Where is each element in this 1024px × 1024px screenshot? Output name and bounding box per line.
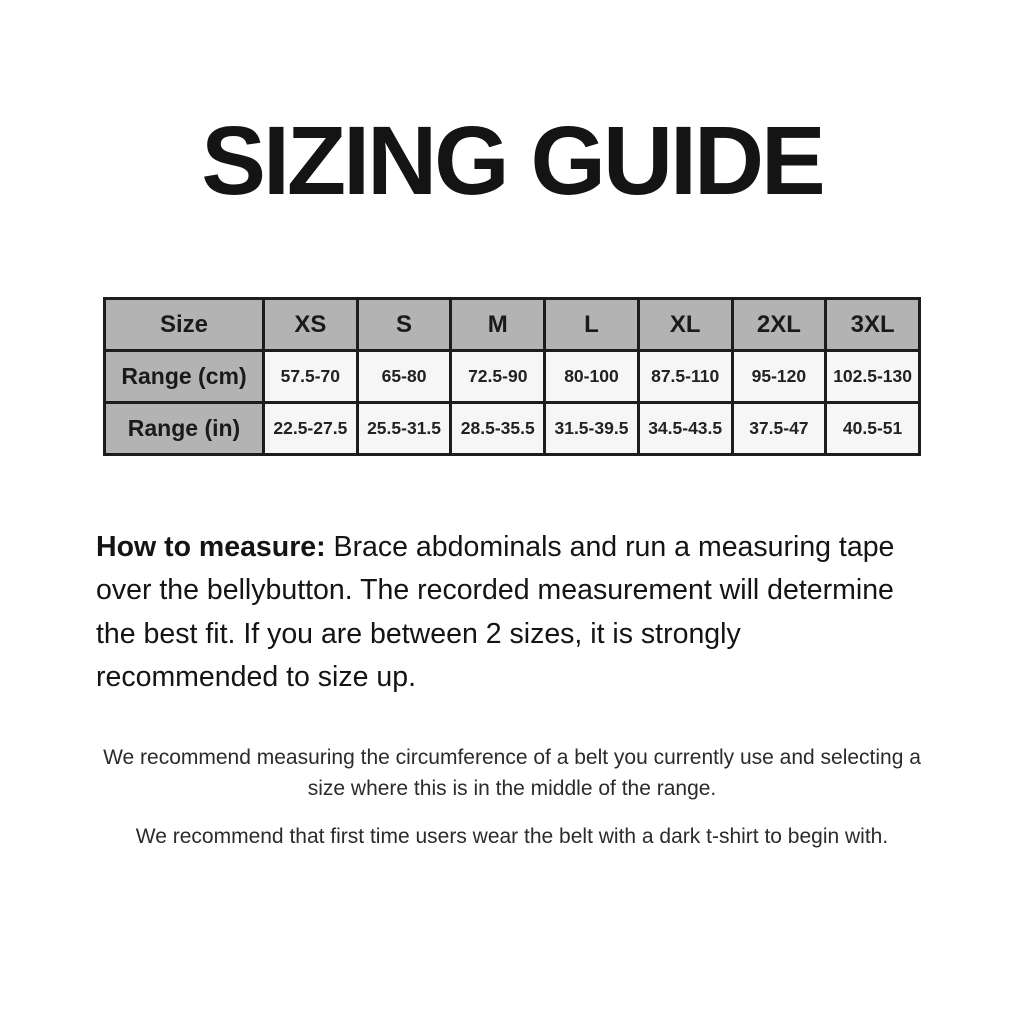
how-to-measure-label: How to measure: xyxy=(96,531,326,563)
header-cell-xl: XL xyxy=(638,299,732,351)
cell-in-xl: 34.5-43.5 xyxy=(638,403,732,455)
cell-cm-s: 65-80 xyxy=(357,351,451,403)
header-cell-l: L xyxy=(545,299,639,351)
table-row-range-in xyxy=(105,403,920,455)
header-cell-3xl: 3XL xyxy=(826,299,920,351)
cell-cm-3xl: 102.5-130 xyxy=(826,351,920,403)
cell-in-xs: 22.5-27.5 xyxy=(264,403,358,455)
note-belt-circumference: We recommend measuring the circumference of a belt you currently use and selecting a size where this is in the middle of the range. xyxy=(103,746,921,800)
header-cell-2xl: 2XL xyxy=(732,299,826,351)
header-cell-xs: XS xyxy=(264,299,358,351)
header-cell-m: M xyxy=(451,299,545,351)
cell-cm-xs: 57.5-70 xyxy=(264,351,358,403)
how-to-measure-text: Brace abdominals and run a measuring tape over the bellybutton. The recorded measurement will determine the best fit. If you are between 2 sizes, it is strongly recommended to size up. xyxy=(96,531,895,693)
table-row-range-cm xyxy=(105,351,920,403)
row-label-range-in: Range (in) xyxy=(105,403,264,455)
recommendation-notes xyxy=(92,743,932,852)
cell-in-s: 25.5-31.5 xyxy=(357,403,451,455)
cell-in-2xl: 37.5-47 xyxy=(732,403,826,455)
page-title: SIZING GUIDE xyxy=(201,106,823,215)
cell-in-3xl: 40.5-51 xyxy=(826,403,920,455)
how-to-measure-paragraph xyxy=(96,526,928,699)
cell-cm-xl: 87.5-110 xyxy=(638,351,732,403)
cell-in-m: 28.5-35.5 xyxy=(451,403,545,455)
header-cell-s: S xyxy=(357,299,451,351)
sizing-table xyxy=(103,297,921,456)
cell-cm-m: 72.5-90 xyxy=(451,351,545,403)
header-cell-size: Size xyxy=(105,299,264,351)
note-dark-tshirt: We recommend that first time users wear the belt with a dark t-shirt to begin with. xyxy=(135,825,889,849)
row-label-range-cm: Range (cm) xyxy=(105,351,264,403)
table-header-row xyxy=(105,299,920,351)
cell-cm-2xl: 95-120 xyxy=(732,351,826,403)
cell-in-l: 31.5-39.5 xyxy=(545,403,639,455)
cell-cm-l: 80-100 xyxy=(545,351,639,403)
